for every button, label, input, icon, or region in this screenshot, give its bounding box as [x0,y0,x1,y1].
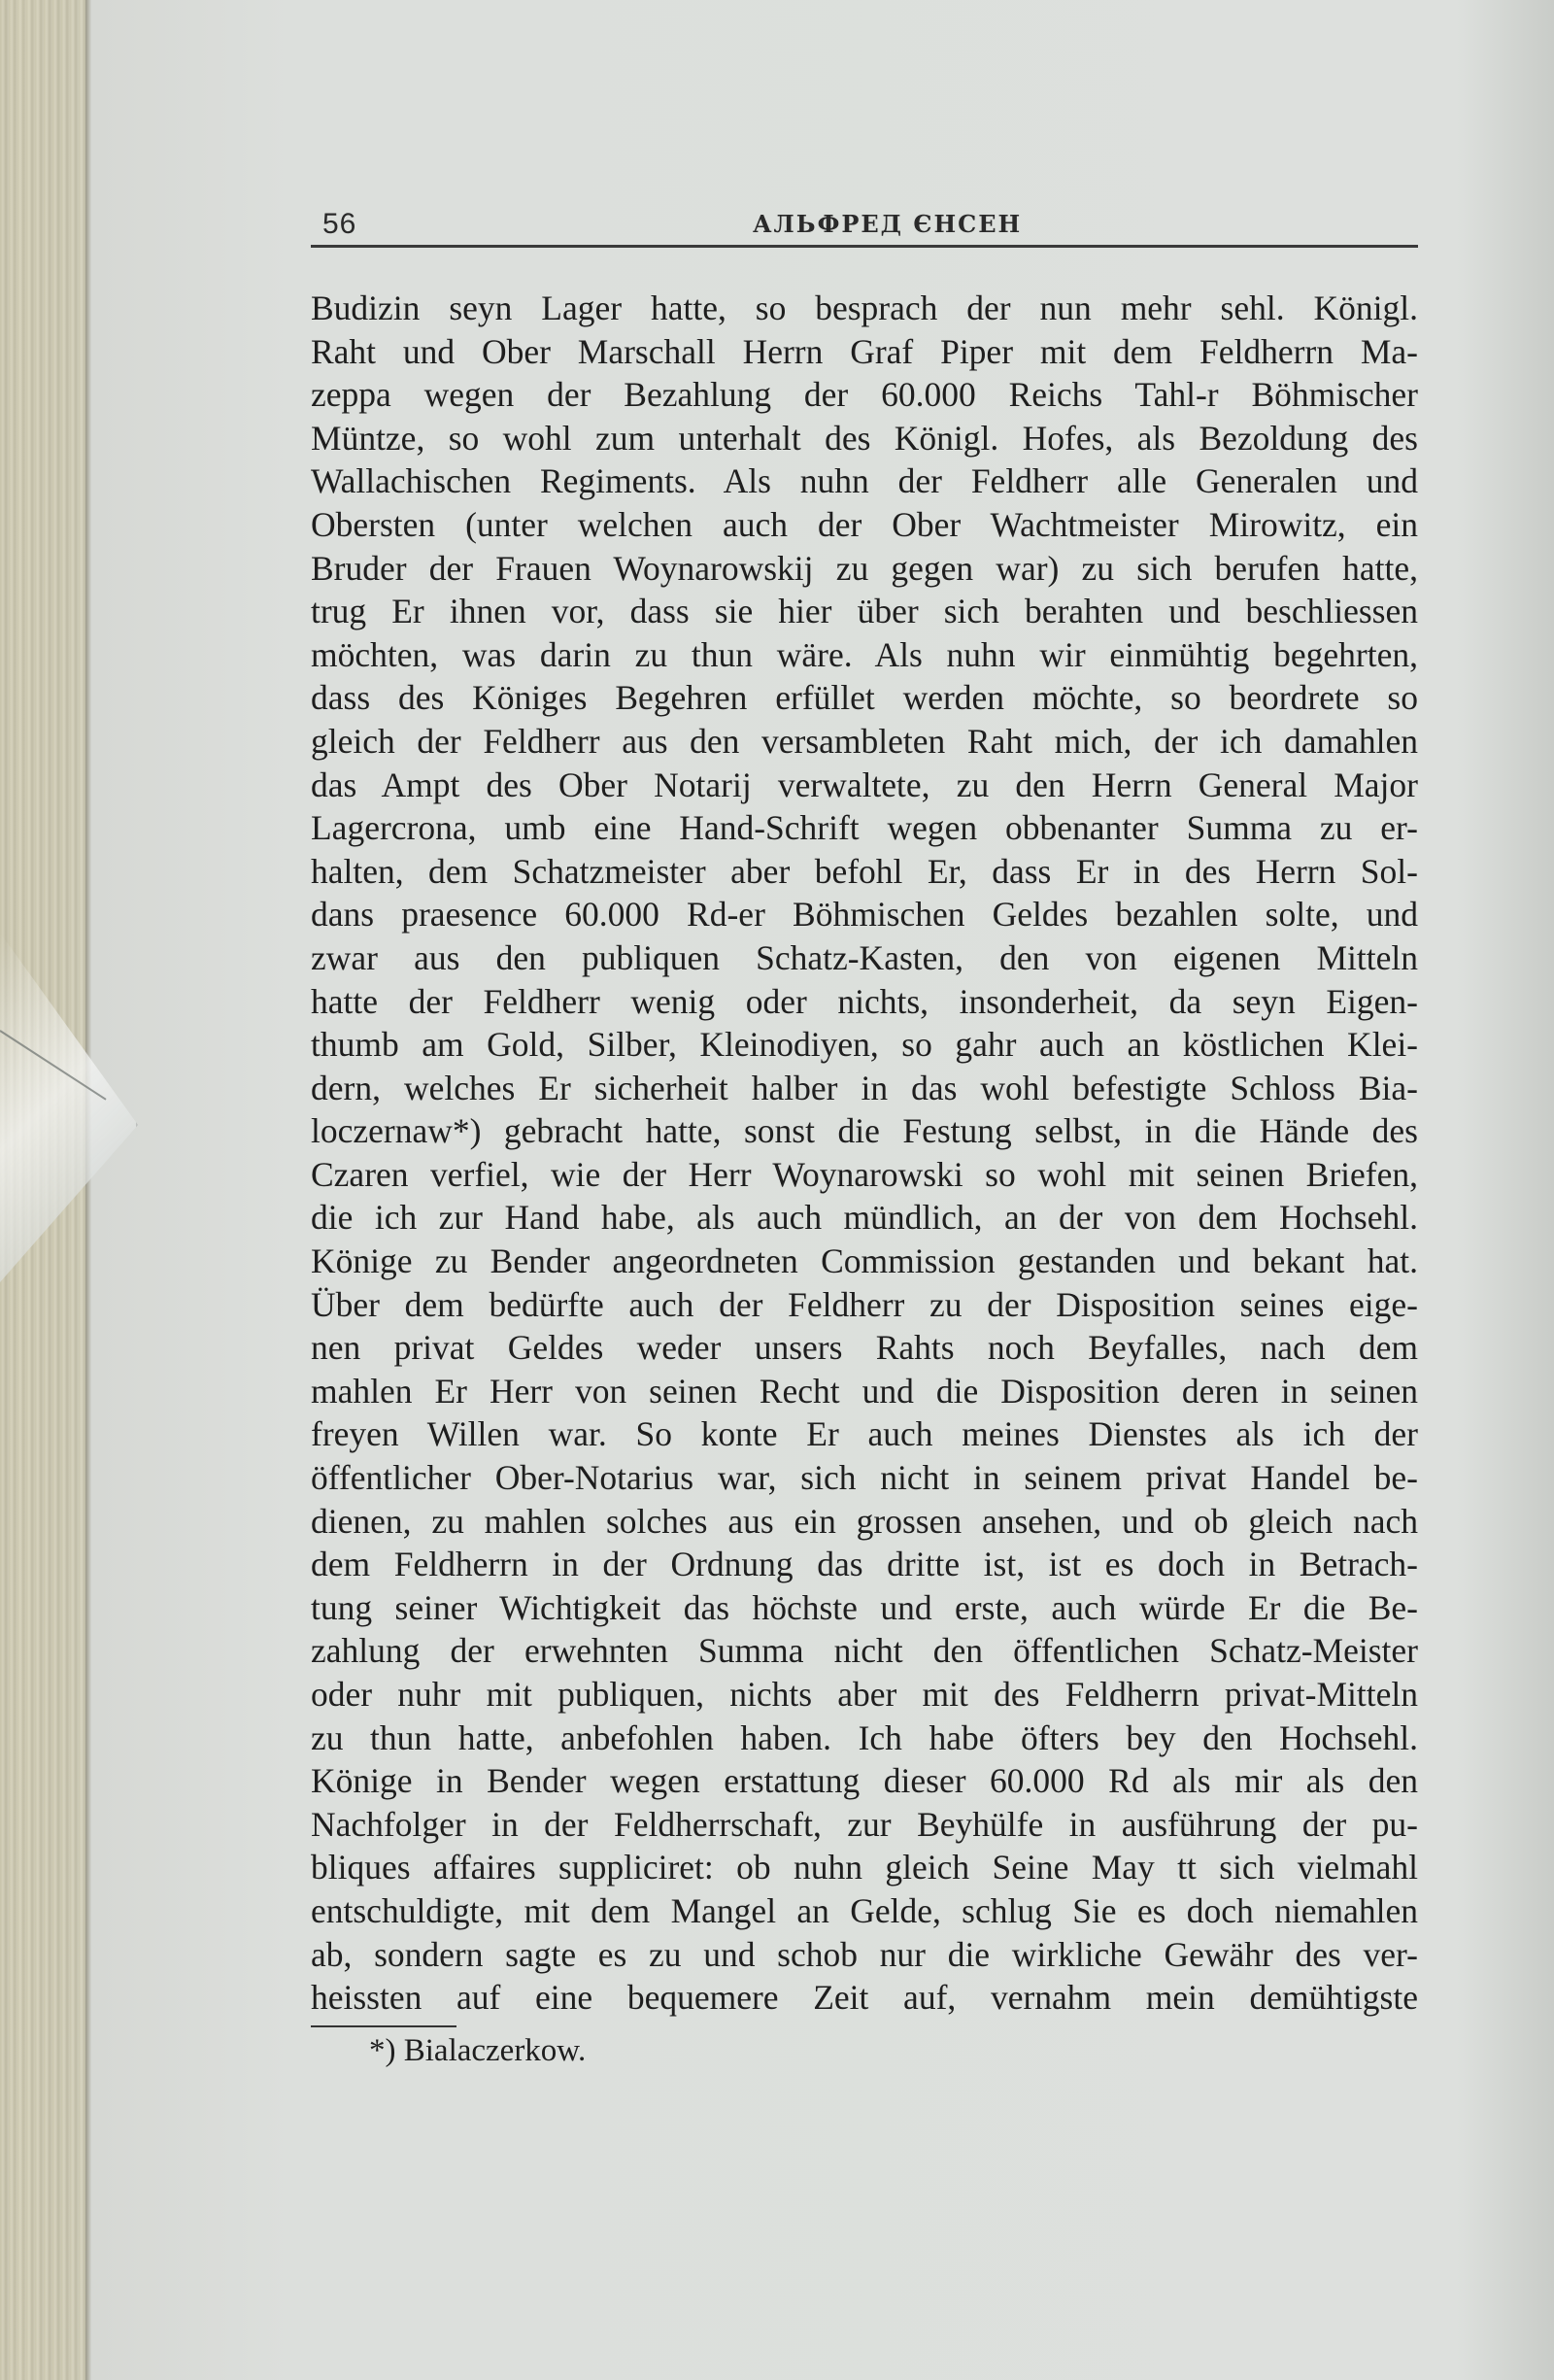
text-line: hatte der Feldherr wenig oder nichts, insonderheit, da seyn Eigen- [311,981,1418,1021]
text-line: dem Feldherrn in der Ordnung das dritte ist, ist es doch in Betrach- [311,1545,1418,1584]
text-line: dern, welches Er sicherheit halber in das wohl befestigte Schloss Bia- [311,1068,1418,1107]
text-line: heissten auf eine bequemere Zeit auf, vernahm mein demühtigste [311,1978,1418,2018]
text-line: zwar aus den publiquen Schatz-Kasten, den von eigenen Mitteln [311,937,1418,977]
text-line: die ich zur Hand habe, als auch mündlich, an der von dem Hochsehl. [311,1198,1418,1238]
text-line: oder nuhr mit publiquen, nichts aber mit des Feldherrn privat-Mitteln [311,1675,1418,1714]
text-line: zu thun hatte, anbefohlen haben. Ich habe öfters bey den Hochsehl. [311,1717,1418,1757]
text-line: zahlung der erwehnten Summa nicht den öffentlichen Schatz-Meister [311,1631,1418,1671]
text-line: halten, dem Schatzmeister aber befohl Er, dass Er in des Herrn Sol- [311,851,1418,891]
text-line: thumb am Gold, Silber, Kleinodiyen, so gahr auch an köstlichen Klei- [311,1025,1418,1065]
page-number: 56 [322,208,357,240]
footnote-rule [311,2025,456,2027]
text-line: Bruder der Frauen Woynarowskij zu gegen war) zu sich berufen hatte, [311,548,1418,588]
page-gutter-shadow [85,0,91,2380]
text-line: gleich der Feldherr aus den versambleten Raht mich, der ich damahlen [311,721,1418,761]
text-line: zeppa wegen der Bezahlung der 60.000 Reichs Tahl-r Böhmischer [311,375,1418,415]
text-line: ab, sondern sagte es zu und schob nur die wirkliche Gewähr des ver- [311,1934,1418,1974]
text-line: dans praesence 60.000 Rd-er Böhmischen Geldes bezahlen solte, und [311,895,1418,935]
text-line: möchten, was darin zu thun wäre. Als nuhn wir einmühtig begehrten, [311,634,1418,674]
text-line: loczernaw*) gebracht hatte, sonst die Festung selbst, in die Hände des [311,1111,1418,1151]
text-line: Könige in Bender wegen erstattung dieser 60.000 Rd als mir als den [311,1761,1418,1801]
text-line: das Ampt des Ober Notarij verwaltete, zu den Herrn General Major [311,765,1418,804]
text-line: Über dem bedürfte auch der Feldherr zu der Disposition seines eige- [311,1284,1418,1324]
text-line: Obersten (unter welchen auch der Ober Wachtmeister Mirowitz, ein [311,504,1418,544]
running-head [311,194,1418,248]
text-line: Raht und Ober Marschall Herrn Graf Piper mit dem Feldherrn Ma- [311,331,1418,371]
text-line: tung seiner Wichtigkeit das höchste und erste, auch würde Er die Be- [311,1587,1418,1627]
text-line: Wallachischen Regiments. Als nuhn der Feldherr alle Generalen und [311,461,1418,501]
text-line: Budizin seyn Lager hatte, so besprach der nun mehr sehl. Königl. [311,289,1418,327]
footnote: *) Bialaczerkow. [369,2032,587,2068]
text-line: dass des Königes Begehren erfüllet werden möchte, so beordrete so [311,678,1418,718]
page-content [311,194,1418,2331]
text-line: Könige zu Bender angeordneten Commission gestanden und bekant hat. [311,1241,1418,1281]
text-line: bliques affaires suppliciret: ob nuhn gleich Seine May tt sich vielmahl [311,1848,1418,1887]
text-line: dienen, zu mahlen solches aus ein grossen ansehen, und ob gleich nach [311,1501,1418,1541]
text-line: Czaren verfiel, wie der Herr Woynarowski so wohl mit seinen Briefen, [311,1154,1418,1194]
text-line: freyen Willen war. So konte Er auch meines Dienstes als ich der [311,1414,1418,1454]
text-line: trug Er ihnen vor, dass sie hier über sich berahten und beschliessen [311,592,1418,631]
text-line: nen privat Geldes weder unsers Rahts noch Beyfalles, nach dem [311,1328,1418,1368]
text-line: Müntze, so wohl zum unterhalt des Königl. Hofes, als Bezoldung des [311,418,1418,458]
text-line: mahlen Er Herr von seinen Recht und die Disposition deren in seinen [311,1371,1418,1411]
body-text [311,287,1418,2020]
text-line: entschuldigte, mit dem Mangel an Gelde, schlug Sie es doch niemahlen [311,1890,1418,1930]
text-line: Nachfolger in der Feldherrschaft, zur Beyhülfe in ausführung der pu- [311,1804,1418,1844]
running-head-title: АЛЬФРЕД ЄНСЕН [753,210,1023,238]
text-line: öffentlicher Ober-Notarius war, sich nicht in seinem privat Handel be- [311,1458,1418,1498]
text-line: Lagercrona, umb eine Hand-Schrift wegen obbenanter Summa zu er- [311,808,1418,848]
